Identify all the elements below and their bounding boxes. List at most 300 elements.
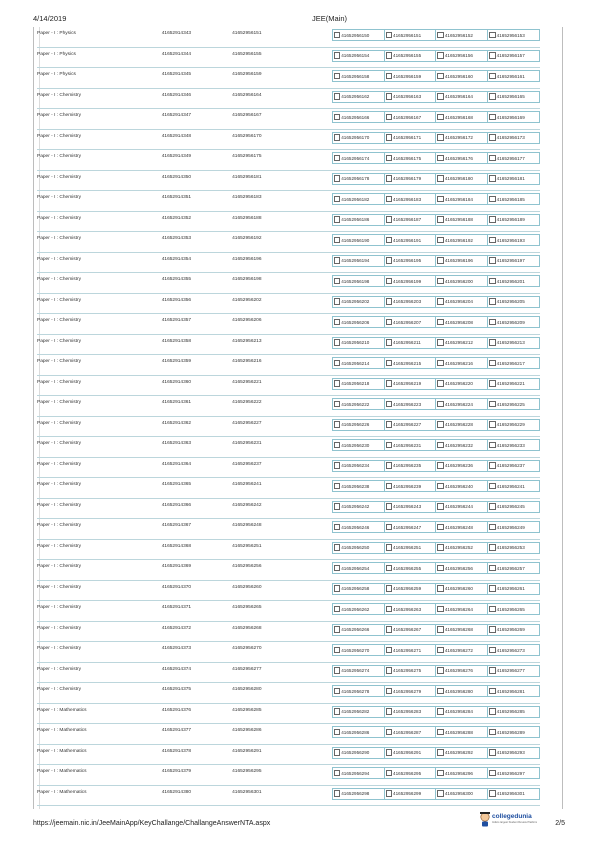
checkbox[interactable] <box>489 196 496 203</box>
option-choice[interactable] <box>384 174 436 184</box>
option-choice[interactable] <box>384 440 436 450</box>
checkbox[interactable] <box>489 134 496 141</box>
checkbox[interactable] <box>334 155 341 162</box>
checkbox[interactable] <box>334 483 341 490</box>
checkbox[interactable] <box>489 647 496 654</box>
checkbox[interactable] <box>489 729 496 736</box>
option-choice[interactable] <box>487 235 539 245</box>
option-choice[interactable] <box>384 317 436 327</box>
checkbox[interactable] <box>386 319 393 326</box>
checkbox[interactable] <box>386 749 393 756</box>
option-choice[interactable] <box>384 686 436 696</box>
option-choice[interactable] <box>384 420 436 430</box>
option-choice[interactable] <box>333 584 384 594</box>
checkbox[interactable] <box>437 175 444 182</box>
option-choice[interactable] <box>487 338 539 348</box>
checkbox[interactable] <box>386 442 393 449</box>
checkbox[interactable] <box>386 298 393 305</box>
option-choice[interactable] <box>487 727 539 737</box>
option-choice[interactable] <box>487 461 539 471</box>
checkbox[interactable] <box>437 544 444 551</box>
option-choice[interactable] <box>435 215 487 225</box>
checkbox[interactable] <box>386 565 393 572</box>
option-choice[interactable] <box>435 789 487 799</box>
option-choice[interactable] <box>435 686 487 696</box>
checkbox[interactable] <box>386 667 393 674</box>
option-choice[interactable] <box>333 153 384 163</box>
checkbox[interactable] <box>334 585 341 592</box>
option-choice[interactable] <box>435 584 487 594</box>
checkbox[interactable] <box>437 442 444 449</box>
checkbox[interactable] <box>334 729 341 736</box>
checkbox[interactable] <box>437 134 444 141</box>
option-choice[interactable] <box>333 379 384 389</box>
option-choice[interactable] <box>487 133 539 143</box>
checkbox[interactable] <box>386 544 393 551</box>
option-choice[interactable] <box>384 543 436 553</box>
checkbox[interactable] <box>437 483 444 490</box>
checkbox[interactable] <box>489 339 496 346</box>
option-choice[interactable] <box>435 379 487 389</box>
option-choice[interactable] <box>333 30 384 40</box>
option-choice[interactable] <box>435 235 487 245</box>
checkbox[interactable] <box>489 298 496 305</box>
option-choice[interactable] <box>333 522 384 532</box>
checkbox[interactable] <box>489 442 496 449</box>
checkbox[interactable] <box>489 155 496 162</box>
checkbox[interactable] <box>386 503 393 510</box>
option-choice[interactable] <box>384 30 436 40</box>
option-choice[interactable] <box>333 768 384 778</box>
checkbox[interactable] <box>437 667 444 674</box>
option-choice[interactable] <box>487 686 539 696</box>
option-choice[interactable] <box>487 748 539 758</box>
option-choice[interactable] <box>435 563 487 573</box>
option-choice[interactable] <box>384 584 436 594</box>
option-choice[interactable] <box>333 317 384 327</box>
option-choice[interactable] <box>487 584 539 594</box>
checkbox[interactable] <box>334 114 341 121</box>
option-choice[interactable] <box>333 604 384 614</box>
option-choice[interactable] <box>333 174 384 184</box>
option-choice[interactable] <box>487 379 539 389</box>
checkbox[interactable] <box>334 606 341 613</box>
checkbox[interactable] <box>386 278 393 285</box>
checkbox[interactable] <box>489 401 496 408</box>
option-choice[interactable] <box>384 666 436 676</box>
option-choice[interactable] <box>384 256 436 266</box>
checkbox[interactable] <box>489 667 496 674</box>
option-choice[interactable] <box>333 235 384 245</box>
checkbox[interactable] <box>489 565 496 572</box>
option-choice[interactable] <box>333 440 384 450</box>
option-choice[interactable] <box>333 133 384 143</box>
checkbox[interactable] <box>489 462 496 469</box>
option-choice[interactable] <box>384 502 436 512</box>
checkbox[interactable] <box>489 708 496 715</box>
option-choice[interactable] <box>435 338 487 348</box>
checkbox[interactable] <box>437 565 444 572</box>
option-choice[interactable] <box>487 563 539 573</box>
option-choice[interactable] <box>435 133 487 143</box>
option-choice[interactable] <box>487 420 539 430</box>
option-choice[interactable] <box>384 215 436 225</box>
checkbox[interactable] <box>437 298 444 305</box>
option-choice[interactable] <box>384 133 436 143</box>
option-choice[interactable] <box>333 727 384 737</box>
option-choice[interactable] <box>487 112 539 122</box>
checkbox[interactable] <box>489 52 496 59</box>
option-choice[interactable] <box>384 92 436 102</box>
checkbox[interactable] <box>386 196 393 203</box>
checkbox[interactable] <box>334 503 341 510</box>
checkbox[interactable] <box>334 93 341 100</box>
option-choice[interactable] <box>435 666 487 676</box>
option-choice[interactable] <box>435 194 487 204</box>
checkbox[interactable] <box>386 175 393 182</box>
checkbox[interactable] <box>386 606 393 613</box>
option-choice[interactable] <box>384 789 436 799</box>
option-choice[interactable] <box>384 727 436 737</box>
option-choice[interactable] <box>333 420 384 430</box>
checkbox[interactable] <box>334 790 341 797</box>
option-choice[interactable] <box>487 522 539 532</box>
checkbox[interactable] <box>386 380 393 387</box>
option-choice[interactable] <box>487 645 539 655</box>
checkbox[interactable] <box>386 339 393 346</box>
option-choice[interactable] <box>435 112 487 122</box>
option-choice[interactable] <box>435 358 487 368</box>
checkbox[interactable] <box>437 647 444 654</box>
option-choice[interactable] <box>384 112 436 122</box>
checkbox[interactable] <box>437 196 444 203</box>
checkbox[interactable] <box>489 524 496 531</box>
checkbox[interactable] <box>334 688 341 695</box>
checkbox[interactable] <box>437 380 444 387</box>
checkbox[interactable] <box>334 647 341 654</box>
checkbox[interactable] <box>437 360 444 367</box>
option-choice[interactable] <box>487 317 539 327</box>
option-choice[interactable] <box>435 481 487 491</box>
option-choice[interactable] <box>435 420 487 430</box>
option-choice[interactable] <box>435 30 487 40</box>
option-choice[interactable] <box>333 194 384 204</box>
checkbox[interactable] <box>334 278 341 285</box>
checkbox[interactable] <box>386 216 393 223</box>
option-choice[interactable] <box>487 604 539 614</box>
option-choice[interactable] <box>384 645 436 655</box>
checkbox[interactable] <box>437 749 444 756</box>
option-choice[interactable] <box>333 625 384 635</box>
checkbox[interactable] <box>386 421 393 428</box>
checkbox[interactable] <box>386 647 393 654</box>
option-choice[interactable] <box>333 789 384 799</box>
option-choice[interactable] <box>487 440 539 450</box>
option-choice[interactable] <box>384 563 436 573</box>
checkbox[interactable] <box>386 585 393 592</box>
checkbox[interactable] <box>334 216 341 223</box>
checkbox[interactable] <box>386 708 393 715</box>
option-choice[interactable] <box>384 481 436 491</box>
checkbox[interactable] <box>437 73 444 80</box>
checkbox[interactable] <box>386 401 393 408</box>
option-choice[interactable] <box>384 51 436 61</box>
option-choice[interactable] <box>333 481 384 491</box>
checkbox[interactable] <box>489 688 496 695</box>
checkbox[interactable] <box>334 196 341 203</box>
option-choice[interactable] <box>384 625 436 635</box>
checkbox[interactable] <box>489 32 496 39</box>
checkbox[interactable] <box>334 298 341 305</box>
option-choice[interactable] <box>435 522 487 532</box>
checkbox[interactable] <box>489 360 496 367</box>
checkbox[interactable] <box>386 32 393 39</box>
option-choice[interactable] <box>384 338 436 348</box>
option-choice[interactable] <box>487 543 539 553</box>
option-choice[interactable] <box>487 51 539 61</box>
checkbox[interactable] <box>489 114 496 121</box>
checkbox[interactable] <box>437 339 444 346</box>
checkbox[interactable] <box>437 155 444 162</box>
checkbox[interactable] <box>489 790 496 797</box>
option-choice[interactable] <box>435 604 487 614</box>
option-choice[interactable] <box>384 276 436 286</box>
option-choice[interactable] <box>333 297 384 307</box>
checkbox[interactable] <box>334 565 341 572</box>
checkbox[interactable] <box>334 360 341 367</box>
option-choice[interactable] <box>487 399 539 409</box>
checkbox[interactable] <box>386 73 393 80</box>
option-choice[interactable] <box>384 358 436 368</box>
checkbox[interactable] <box>334 708 341 715</box>
checkbox[interactable] <box>489 216 496 223</box>
option-choice[interactable] <box>333 71 384 81</box>
checkbox[interactable] <box>386 93 393 100</box>
checkbox[interactable] <box>437 729 444 736</box>
checkbox[interactable] <box>386 257 393 264</box>
checkbox[interactable] <box>489 626 496 633</box>
option-choice[interactable] <box>487 666 539 676</box>
option-choice[interactable] <box>384 194 436 204</box>
checkbox[interactable] <box>334 442 341 449</box>
option-choice[interactable] <box>333 748 384 758</box>
checkbox[interactable] <box>437 585 444 592</box>
checkbox[interactable] <box>489 73 496 80</box>
checkbox[interactable] <box>437 93 444 100</box>
checkbox[interactable] <box>334 462 341 469</box>
checkbox[interactable] <box>334 134 341 141</box>
checkbox[interactable] <box>334 319 341 326</box>
checkbox[interactable] <box>437 216 444 223</box>
option-choice[interactable] <box>435 748 487 758</box>
option-choice[interactable] <box>435 645 487 655</box>
checkbox[interactable] <box>489 770 496 777</box>
checkbox[interactable] <box>489 749 496 756</box>
checkbox[interactable] <box>386 155 393 162</box>
checkbox[interactable] <box>386 729 393 736</box>
option-choice[interactable] <box>435 71 487 81</box>
option-choice[interactable] <box>435 625 487 635</box>
checkbox[interactable] <box>334 421 341 428</box>
option-choice[interactable] <box>435 461 487 471</box>
option-choice[interactable] <box>333 256 384 266</box>
option-choice[interactable] <box>384 297 436 307</box>
checkbox[interactable] <box>334 175 341 182</box>
checkbox[interactable] <box>489 380 496 387</box>
option-choice[interactable] <box>384 522 436 532</box>
option-choice[interactable] <box>435 543 487 553</box>
checkbox[interactable] <box>489 319 496 326</box>
option-choice[interactable] <box>384 461 436 471</box>
checkbox[interactable] <box>334 257 341 264</box>
option-choice[interactable] <box>435 276 487 286</box>
option-choice[interactable] <box>384 604 436 614</box>
option-choice[interactable] <box>333 51 384 61</box>
checkbox[interactable] <box>334 667 341 674</box>
checkbox[interactable] <box>334 770 341 777</box>
checkbox[interactable] <box>437 32 444 39</box>
checkbox[interactable] <box>437 278 444 285</box>
option-choice[interactable] <box>333 276 384 286</box>
checkbox[interactable] <box>334 73 341 80</box>
option-choice[interactable] <box>333 666 384 676</box>
checkbox[interactable] <box>334 237 341 244</box>
checkbox[interactable] <box>489 278 496 285</box>
option-choice[interactable] <box>487 174 539 184</box>
checkbox[interactable] <box>334 380 341 387</box>
option-choice[interactable] <box>384 153 436 163</box>
option-choice[interactable] <box>487 481 539 491</box>
checkbox[interactable] <box>334 32 341 39</box>
option-choice[interactable] <box>435 727 487 737</box>
option-choice[interactable] <box>487 768 539 778</box>
checkbox[interactable] <box>437 524 444 531</box>
checkbox[interactable] <box>437 688 444 695</box>
checkbox[interactable] <box>386 770 393 777</box>
checkbox[interactable] <box>334 401 341 408</box>
option-choice[interactable] <box>333 645 384 655</box>
checkbox[interactable] <box>386 52 393 59</box>
checkbox[interactable] <box>437 708 444 715</box>
checkbox[interactable] <box>334 524 341 531</box>
option-choice[interactable] <box>487 215 539 225</box>
checkbox[interactable] <box>489 503 496 510</box>
option-choice[interactable] <box>384 71 436 81</box>
checkbox[interactable] <box>386 483 393 490</box>
option-choice[interactable] <box>435 92 487 102</box>
checkbox[interactable] <box>334 339 341 346</box>
checkbox[interactable] <box>437 790 444 797</box>
option-choice[interactable] <box>384 768 436 778</box>
checkbox[interactable] <box>489 175 496 182</box>
option-choice[interactable] <box>333 399 384 409</box>
option-choice[interactable] <box>333 563 384 573</box>
checkbox[interactable] <box>334 52 341 59</box>
option-choice[interactable] <box>487 194 539 204</box>
option-choice[interactable] <box>487 153 539 163</box>
checkbox[interactable] <box>386 237 393 244</box>
option-choice[interactable] <box>487 71 539 81</box>
checkbox[interactable] <box>489 421 496 428</box>
option-choice[interactable] <box>487 297 539 307</box>
option-choice[interactable] <box>333 686 384 696</box>
option-choice[interactable] <box>487 358 539 368</box>
option-choice[interactable] <box>384 707 436 717</box>
option-choice[interactable] <box>435 153 487 163</box>
checkbox[interactable] <box>437 401 444 408</box>
option-choice[interactable] <box>384 399 436 409</box>
checkbox[interactable] <box>437 237 444 244</box>
option-choice[interactable] <box>435 174 487 184</box>
checkbox[interactable] <box>489 585 496 592</box>
checkbox[interactable] <box>437 462 444 469</box>
checkbox[interactable] <box>386 134 393 141</box>
option-choice[interactable] <box>487 30 539 40</box>
option-choice[interactable] <box>435 768 487 778</box>
checkbox[interactable] <box>437 503 444 510</box>
option-choice[interactable] <box>333 338 384 348</box>
checkbox[interactable] <box>386 524 393 531</box>
checkbox[interactable] <box>437 52 444 59</box>
checkbox[interactable] <box>489 237 496 244</box>
option-choice[interactable] <box>435 51 487 61</box>
checkbox[interactable] <box>437 257 444 264</box>
checkbox[interactable] <box>334 544 341 551</box>
option-choice[interactable] <box>435 317 487 327</box>
option-choice[interactable] <box>333 358 384 368</box>
option-choice[interactable] <box>333 112 384 122</box>
checkbox[interactable] <box>334 749 341 756</box>
option-choice[interactable] <box>333 215 384 225</box>
checkbox[interactable] <box>437 770 444 777</box>
option-choice[interactable] <box>333 92 384 102</box>
checkbox[interactable] <box>489 257 496 264</box>
checkbox[interactable] <box>334 626 341 633</box>
checkbox[interactable] <box>386 790 393 797</box>
checkbox[interactable] <box>489 483 496 490</box>
checkbox[interactable] <box>437 114 444 121</box>
checkbox[interactable] <box>386 626 393 633</box>
option-choice[interactable] <box>435 297 487 307</box>
option-choice[interactable] <box>435 502 487 512</box>
checkbox[interactable] <box>437 421 444 428</box>
checkbox[interactable] <box>437 319 444 326</box>
option-choice[interactable] <box>333 707 384 717</box>
option-choice[interactable] <box>333 502 384 512</box>
option-choice[interactable] <box>435 707 487 717</box>
option-choice[interactable] <box>487 707 539 717</box>
option-choice[interactable] <box>384 235 436 245</box>
checkbox[interactable] <box>437 606 444 613</box>
option-choice[interactable] <box>487 256 539 266</box>
checkbox[interactable] <box>386 462 393 469</box>
checkbox[interactable] <box>386 688 393 695</box>
checkbox[interactable] <box>489 93 496 100</box>
option-choice[interactable] <box>487 92 539 102</box>
option-choice[interactable] <box>435 256 487 266</box>
option-choice[interactable] <box>487 502 539 512</box>
checkbox[interactable] <box>386 360 393 367</box>
option-choice[interactable] <box>333 543 384 553</box>
checkbox[interactable] <box>489 606 496 613</box>
checkbox[interactable] <box>437 626 444 633</box>
option-choice[interactable] <box>384 379 436 389</box>
option-choice[interactable] <box>487 625 539 635</box>
checkbox[interactable] <box>386 114 393 121</box>
option-choice[interactable] <box>435 440 487 450</box>
option-choice[interactable] <box>487 789 539 799</box>
checkbox[interactable] <box>489 544 496 551</box>
